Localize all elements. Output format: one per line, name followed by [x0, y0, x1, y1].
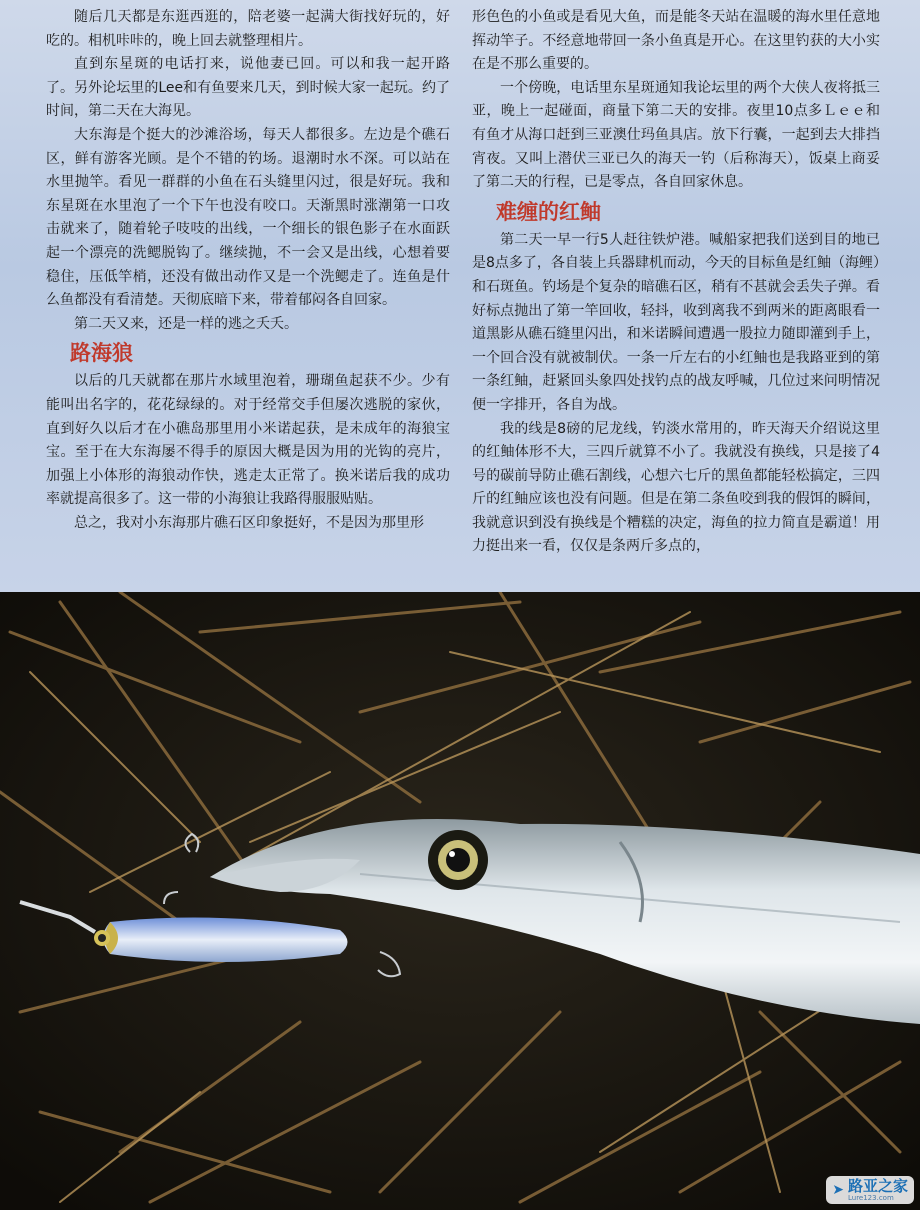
paragraph: 第二天一早一行5人赶往铁炉港。喊船家把我们送到目的地已是8点多了，各自装上兵器肆机而动，今天的目标鱼是红鲉（海鲤）和石斑鱼。钓场是个复杂的暗礁石区，稍有不甚就会丢失子弹。看好标点抛出了第一竿回收，轻抖，收到离我不到两米的距离眼看一道黑影从礁石缝里闪出，和米诺瞬间遭遇一股拉力随即灌到手上，一个回合没有就被制伏。一条一斤左右的小红鲉也是我路亚到的第一条红鲉，赶紧回头象四处找钓点的战友呼喊，几位过来问明情况便一字排开，各自为战。 — [472, 231, 880, 413]
paragraph: 大东海是个挺大的沙滩浴场，每天人都很多。左边是个礁石区，鲜有游客光顾。是个不错的钓场。退潮时水不深。可以站在水里抛竿。看见一群群的小鱼在石头缝里闪过，很是好玩。我和东星斑在水里泡了一个下午也没有咬口。天渐黑时涨潮第一口攻击就来了，随着轮子吱吱的出线，一个细长的银色影子在水面跃起一个漂亮的洗鳃脱钩了。继续抛，不一会又是出线，心想着要稳住，压低竿梢，还没有做出动作又是一个洗鳃走了。连鱼是什么鱼都没有看清楚。天彻底暗下来，带着郁闷各自回家。 — [46, 126, 450, 309]
barracuda-lure-illustration — [0, 592, 920, 1210]
paragraph: 总之，我对小东海那片礁石区印象挺好，不是因为那里形 — [74, 514, 424, 531]
section-heading-barracuda: 路海狼 — [70, 341, 133, 366]
left-column — [46, 6, 450, 535]
paragraph: 直到东星斑的电话打来，说他妻已回。可以和我一起开路了。另外论坛里的Lee和有鱼要来几天，到时候大家一起玩。约了时间，第二天在大海见。 — [46, 56, 450, 120]
fish-photo — [0, 592, 920, 1210]
watermark-text: 路亚之家 — [847, 1177, 908, 1195]
site-watermark — [826, 1176, 914, 1204]
paragraph: 以后的几天就都在那片水域里泡着，珊瑚鱼起获不少。少有能叫出名字的，花花绿绿的。对于经常交手但屡次逃脱的家伙，直到好久以后才在小礁岛那里用小米诺起获，是未成年的海狼宝宝。至于在大东海屡不得手的原因大概是因为用的光钩的亮片，加强上小体形的海狼动作快，逃走太正常了。换米诺后我的成功率就提高很多了。这一带的小海狼让我路得服服贴贴。 — [46, 373, 450, 508]
right-column — [472, 6, 880, 559]
fish-logo-icon: ➤ — [832, 1182, 844, 1198]
paragraph: 一个傍晚，电话里东星斑通知我论坛里的两个大侠人夜将抵三亚，晚上一起碰面，商量下第二天的安排。夜里10点多Ｌｅｅ和有鱼才从海口赶到三亚澳仕玛鱼具店。放下行囊，一起到去大排挡宵夜。又叫上潜伏三亚已久的海天一钓（后称海天），饭桌上商妥了第二天的行程，已是零点，各自回家休息。 — [472, 79, 880, 191]
section-heading-red-snapper: 难缠的红鲉 — [496, 199, 601, 224]
paragraph-continued: 形色色的小鱼或是看见大鱼，而是能冬天站在温暖的海水里任意地挥动竿子。不经意地带回一条小鱼真是开心。在这里钓获的大小实在是不那么重要的。 — [472, 9, 880, 73]
paragraph: 第二天又来，还是一样的逃之夭夭。 — [74, 315, 298, 332]
watermark-url: Lure123.com — [847, 1194, 894, 1202]
paragraph: 随后几天都是东逛西逛的，陪老婆一起满大街找好玩的，好吃的。相机咔咔的，晚上回去就整理相片。 — [46, 9, 450, 49]
paragraph: 我的线是8磅的尼龙线，钓淡水常用的，昨天海天介绍说这里的红鲉体形不大，三四斤就算不小了。我就没有换线，只是接了4号的碳前导防止礁石割线，心想六七斤的黑鱼都能轻松搞定，三四斤的红鲉应该也没有问题。但是在第二条鱼咬到我的假饵的瞬间，我就意识到没有换线是个糟糕的决定，海鱼的拉力简直是霸道！用力挺出来一看，仅仅是条两斤多点的， — [472, 420, 880, 555]
